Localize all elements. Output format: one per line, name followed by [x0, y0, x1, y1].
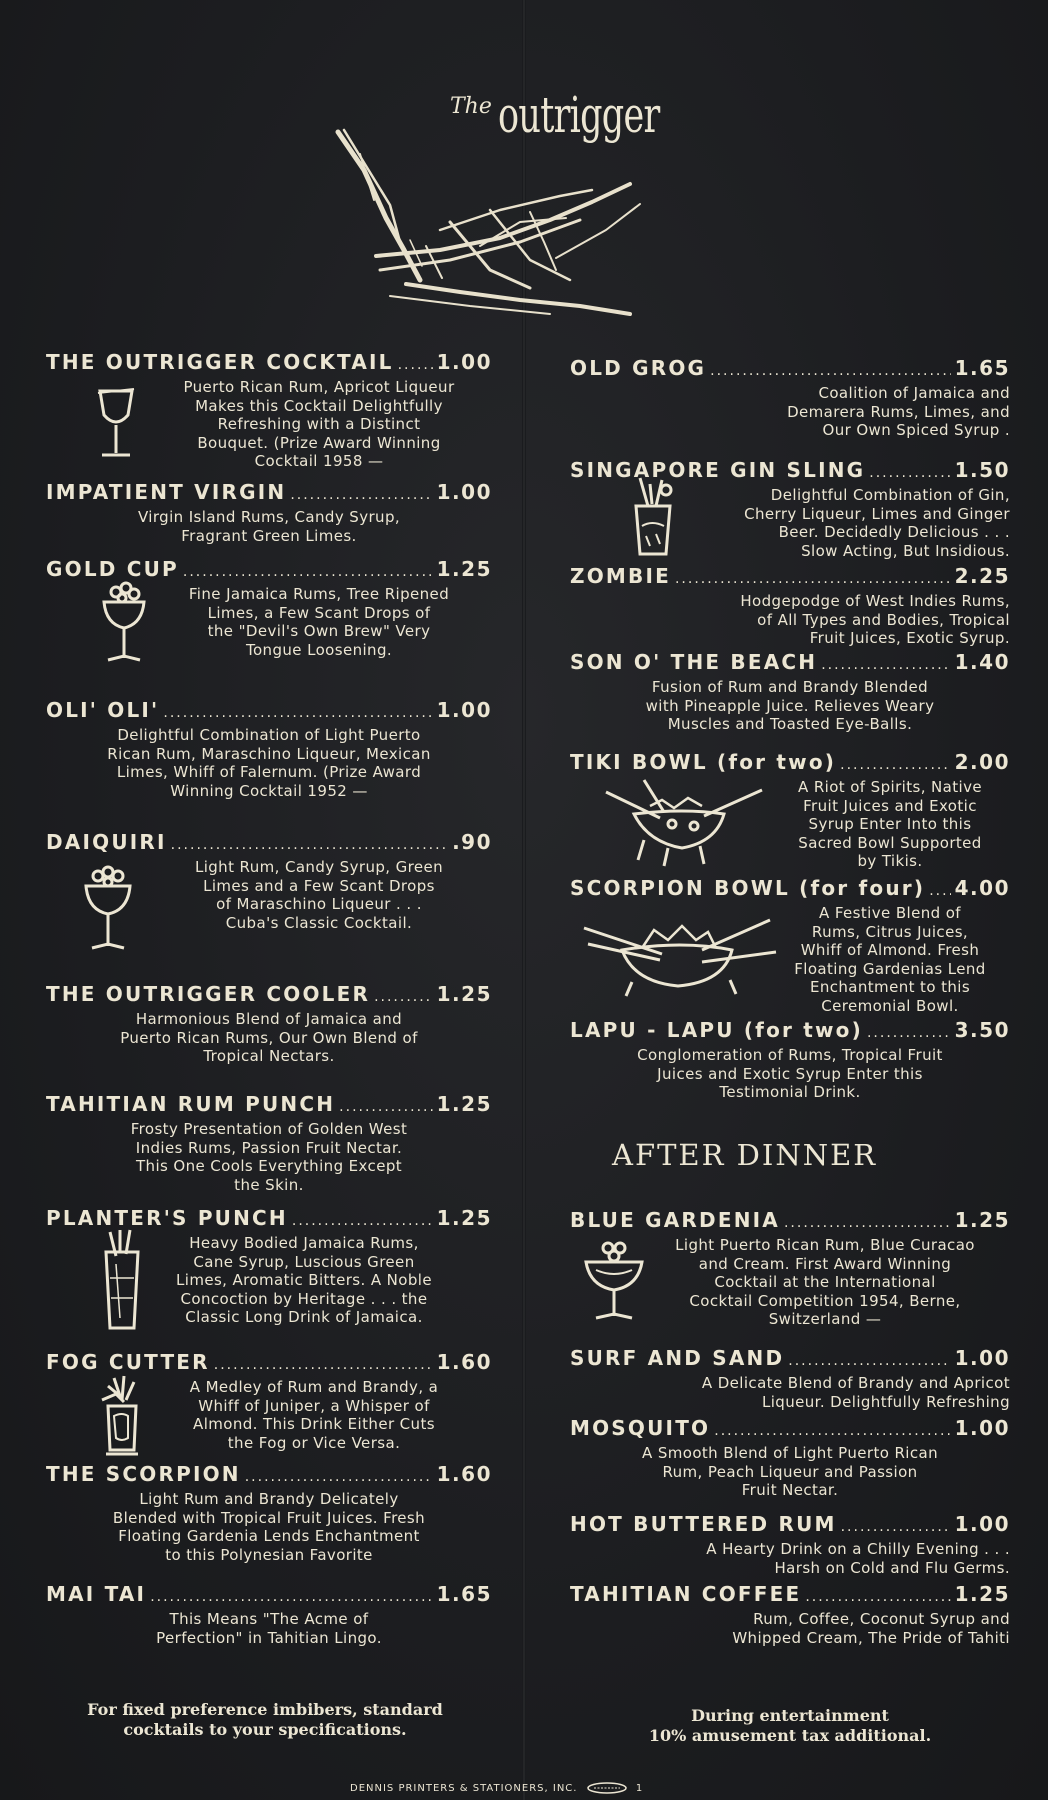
- item-name: ZOMBIE: [570, 564, 671, 588]
- item-price: 1.00: [954, 1416, 1010, 1440]
- footer-note-left: For fixed preference imbibers, standard cocktails to your specifications.: [87, 1700, 443, 1739]
- item-price: 4.00: [954, 876, 1010, 900]
- item-name: GOLD CUP: [46, 557, 179, 581]
- item-price: 1.40: [954, 650, 1010, 674]
- item-description: A Hearty Drink on a Chilly Evening . . . Harsh on Cold and Flu Germs.: [706, 1540, 1010, 1577]
- tiki-bowl-icon: [604, 778, 764, 868]
- menu-item: [46, 982, 492, 1066]
- highball-glass-icon: [102, 1228, 142, 1334]
- item-description: Puerto Rican Rum, Apricot Liqueur Makes this Cocktail Delightfully Refreshing with a Distinct Bouquet. (Prize Award Winning Cocktail 1958 —: [183, 378, 455, 470]
- leader-dots: [821, 657, 950, 673]
- item-price: 1.00: [436, 480, 492, 504]
- item-description: Hodgepodge of West Indies Rums, of All Types and Bodies, Tropical Fruit Juices, Exotic Syrup.: [740, 592, 1010, 647]
- leader-dots: [214, 1357, 433, 1373]
- item-name: LAPU - LAPU (for two): [570, 1018, 863, 1042]
- menu-item: [570, 356, 1010, 440]
- item-description: This Means "The Acme of Perfection" in Tahitian Lingo.: [156, 1610, 382, 1647]
- union-label-icon: [586, 1782, 628, 1794]
- leader-dots: [183, 564, 433, 580]
- item-description: Fusion of Rum and Brandy Blended with Pineapple Juice. Relieves Weary Muscles and Toasted Eye-Balls.: [645, 678, 935, 733]
- leader-dots: [171, 837, 448, 853]
- item-name: TAHITIAN RUM PUNCH: [46, 1092, 336, 1116]
- gardenia-glass-icon: [582, 1238, 646, 1324]
- item-description: Light Puerto Rican Rum, Blue Curacao and Cream. First Award Winning Cocktail at the International Cocktail Competition 1954, Berne, Switzerland —: [675, 1236, 975, 1328]
- item-name: DAIQUIRI: [46, 830, 167, 854]
- leader-dots: [805, 1589, 950, 1605]
- menu-header: [330, 80, 730, 330]
- item-name: OLD GROG: [570, 356, 707, 380]
- item-name: HOT BUTTERED RUM: [570, 1512, 837, 1536]
- leader-dots: [675, 571, 951, 587]
- item-name: IMPATIENT VIRGIN: [46, 480, 287, 504]
- item-description: Light Rum and Brandy Delicately Blended with Tropical Fruit Juices. Fresh Floating Gardenia Lends Enchantment to this Polynesian Favorite: [112, 1490, 426, 1564]
- printer-name: DENNIS PRINTERS & STATIONERS, INC.: [350, 1783, 578, 1794]
- wine-glass-icon: [94, 385, 138, 461]
- sling-glass-icon: [626, 476, 682, 560]
- item-price: 1.00: [436, 698, 492, 722]
- item-name: BLUE GARDENIA: [570, 1208, 780, 1232]
- item-description: Fine Jamaica Rums, Tree Ripened Limes, a Few Scant Drops of the "Devil's Own Brew" Very Tongue Loosening.: [188, 585, 450, 659]
- leader-dots: [710, 363, 950, 379]
- item-name: THE SCORPION: [46, 1462, 241, 1486]
- item-description: A Delicate Blend of Brandy and Apricot Liqueur. Delightfully Refreshing: [701, 1374, 1010, 1411]
- item-description: Frosty Presentation of Golden West Indies Rums, Passion Fruit Nectar. This One Cools Everything Except the Skin.: [130, 1120, 408, 1194]
- item-price: 2.25: [954, 564, 1010, 588]
- leader-dots: [788, 1353, 950, 1369]
- leader-dots: [929, 883, 950, 899]
- leader-dots: [339, 1099, 432, 1115]
- menu-item: [570, 1018, 1010, 1102]
- item-price: .90: [452, 830, 492, 854]
- fog-cutter-mug-icon: [94, 1372, 150, 1458]
- daiquiri-glass-icon: [80, 862, 136, 954]
- item-description: A Smooth Blend of Light Puerto Rican Rum, Peach Liqueur and Passion Fruit Nectar.: [641, 1444, 939, 1499]
- title-outrigger: outrigger: [498, 86, 660, 144]
- menu-item: [570, 1416, 1010, 1500]
- item-price: 1.65: [954, 356, 1010, 380]
- item-name: SON O' THE BEACH: [570, 650, 818, 674]
- item-price: 1.25: [954, 1582, 1010, 1606]
- item-price: 1.50: [954, 458, 1010, 482]
- leader-dots: [150, 1589, 432, 1605]
- item-name: TIKI BOWL (for two): [570, 750, 837, 774]
- leader-dots: [867, 1025, 951, 1041]
- leader-dots: [398, 357, 433, 373]
- item-price: 1.25: [436, 1206, 492, 1230]
- scorpion-bowl-icon: [582, 910, 782, 1000]
- item-description: A Festive Blend of Rums, Citrus Juices, Whiff of Almond. Fresh Floating Gardenias Lend Enchantment to this Ceremonial Bowl.: [794, 904, 986, 1015]
- menu-item: [570, 650, 1010, 734]
- item-price: 3.50: [954, 1018, 1010, 1042]
- menu-item: [46, 698, 492, 800]
- gold-cup-icon: [98, 578, 150, 666]
- item-price: 1.65: [436, 1582, 492, 1606]
- after-dinner-heading: AFTER DINNER: [612, 1138, 878, 1172]
- leader-dots: [714, 1423, 950, 1439]
- item-price: 1.00: [954, 1346, 1010, 1370]
- item-description: Virgin Island Rums, Candy Syrup, Fragrant Green Limes.: [137, 508, 401, 545]
- item-name: FOG CUTTER: [46, 1350, 210, 1374]
- menu-item: [46, 1092, 492, 1194]
- leader-dots: [163, 705, 432, 721]
- leader-dots: [841, 1519, 951, 1535]
- item-name: THE OUTRIGGER COOLER: [46, 982, 371, 1006]
- menu-item: [46, 1462, 492, 1564]
- menu-item: [570, 564, 1010, 648]
- printer-credit: [350, 1782, 643, 1794]
- leader-dots: [290, 487, 432, 503]
- leader-dots: [374, 989, 433, 1005]
- menu-item: [570, 1512, 1010, 1577]
- leader-dots: [784, 1215, 951, 1231]
- item-description: Rum, Coffee, Coconut Syrup and Whipped Cream, The Pride of Tahiti: [732, 1610, 1010, 1647]
- item-name: SINGAPORE GIN SLING: [570, 458, 866, 482]
- item-description: A Medley of Rum and Brandy, a Whiff of Juniper, a Whisper of Almond. This Drink Either Cuts the Fog or Vice Versa.: [189, 1378, 439, 1452]
- leader-dots: [840, 757, 951, 773]
- printer-number: 1: [635, 1783, 644, 1794]
- leader-dots: [292, 1213, 433, 1229]
- item-description: Light Rum, Candy Syrup, Green Limes and a Few Scant Drops of Maraschino Liqueur . . . Cuba's Classic Cocktail.: [194, 858, 444, 932]
- item-price: 1.00: [954, 1512, 1010, 1536]
- item-price: 1.25: [436, 1092, 492, 1116]
- item-name: THE OUTRIGGER COCKTAIL: [46, 350, 394, 374]
- menu-item: [46, 1582, 492, 1647]
- leader-dots: [245, 1469, 433, 1485]
- item-description: A Riot of Spirits, Native Fruit Juices and Exotic Syrup Enter Into this Sacred Bowl Supported by Tikis.: [797, 778, 983, 870]
- item-description: Harmonious Blend of Jamaica and Puerto Rican Rums, Our Own Blend of Tropical Nectars.: [120, 1010, 418, 1065]
- item-name: PLANTER'S PUNCH: [46, 1206, 288, 1230]
- item-name: MAI TAI: [46, 1582, 147, 1606]
- item-description: Delightful Combination of Gin, Cherry Liqueur, Limes and Ginger Beer. Decidedly Delicious . . . Slow Acting, But Insidious.: [744, 486, 1010, 560]
- item-price: 2.00: [954, 750, 1010, 774]
- item-description: Heavy Bodied Jamaica Rums, Cane Syrup, Luscious Green Limes, Aromatic Bitters. A Noble Concoction by Heritage . . . the Classic Long Drink of Jamaica.: [176, 1234, 432, 1326]
- item-price: 1.60: [436, 1462, 492, 1486]
- item-price: 1.00: [436, 350, 492, 374]
- item-description: Conglomeration of Rums, Tropical Fruit Juices and Exotic Syrup Enter this Testimonial Drink.: [637, 1046, 943, 1101]
- item-price: 1.60: [436, 1350, 492, 1374]
- item-name: MOSQUITO: [570, 1416, 711, 1440]
- item-price: 1.25: [436, 557, 492, 581]
- item-price: 1.25: [954, 1208, 1010, 1232]
- footer-note-right: During entertainment 10% amusement tax additional.: [648, 1706, 932, 1745]
- menu-item: [46, 480, 492, 545]
- item-name: TAHITIAN COFFEE: [570, 1582, 802, 1606]
- leader-dots: [869, 465, 950, 481]
- item-name: OLI' OLI': [46, 698, 160, 722]
- item-name: SCORPION BOWL (for four): [570, 876, 926, 900]
- item-description: Delightful Combination of Light Puerto Rican Rum, Maraschino Liqueur, Mexican Limes, Whiff of Falernum. (Prize Award Winning Cocktail 1952 —: [107, 726, 431, 800]
- item-description: Coalition of Jamaica and Demarera Rums, Limes, and Our Own Spiced Syrup .: [787, 384, 1010, 439]
- title-the: The: [450, 94, 492, 119]
- menu-item: [570, 1582, 1010, 1647]
- item-price: 1.25: [436, 982, 492, 1006]
- item-name: SURF AND SAND: [570, 1346, 785, 1370]
- menu-item: [570, 1346, 1010, 1411]
- boat-illustration: [330, 110, 690, 330]
